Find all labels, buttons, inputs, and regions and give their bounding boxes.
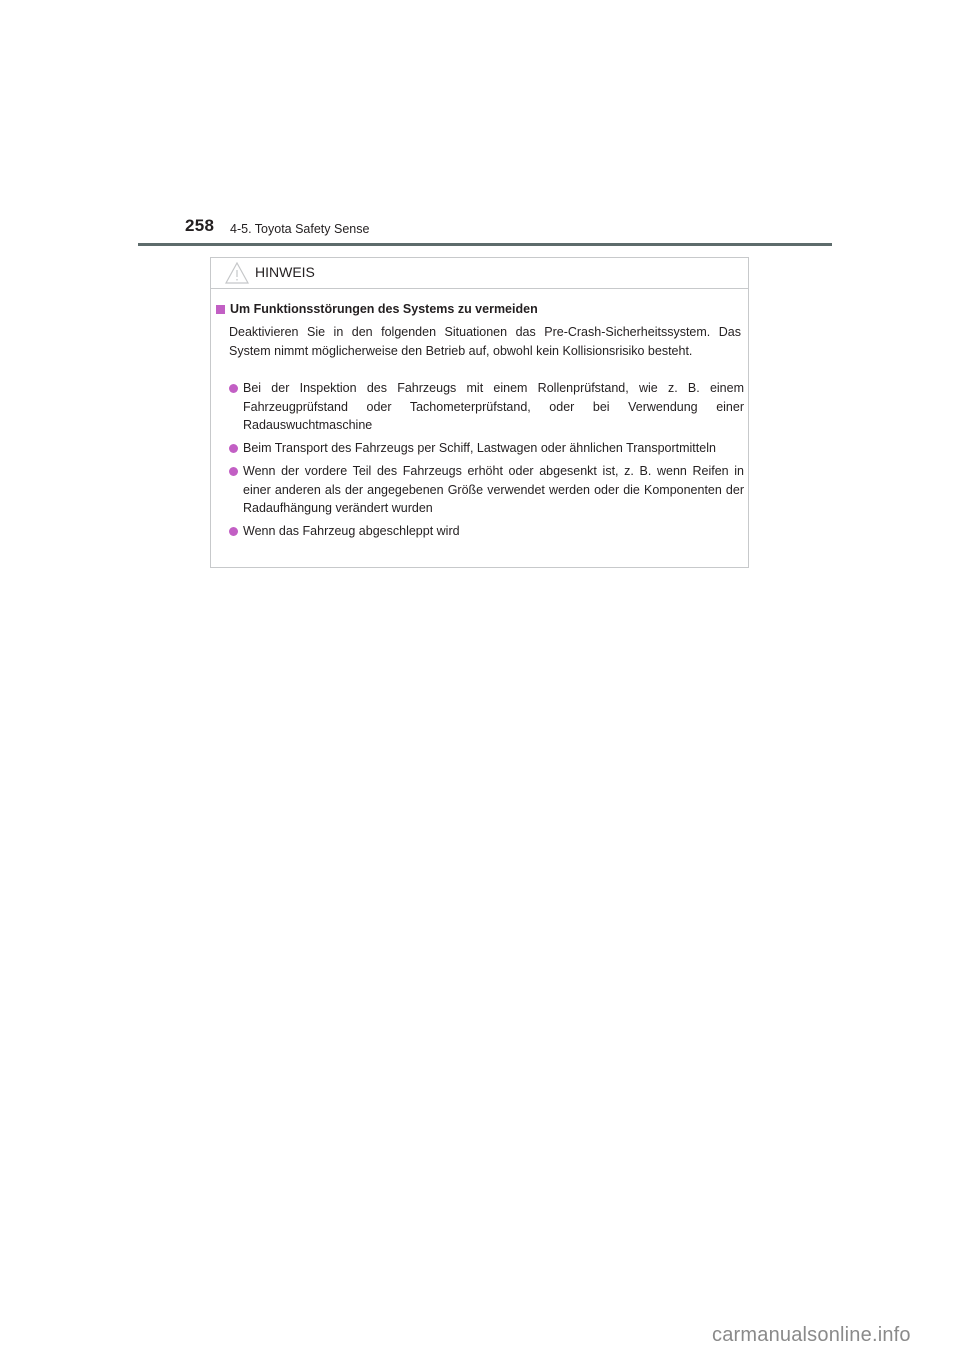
bullet-list <box>229 379 744 545</box>
warning-triangle-icon <box>225 262 249 284</box>
list-item <box>229 462 744 518</box>
square-bullet <box>216 305 225 314</box>
notice-heading-text: Um Funktionsstörungen des Systems zu vermeiden <box>230 302 538 316</box>
bullet-dot <box>229 527 238 536</box>
list-item-text: Bei der Inspektion des Fahrzeugs mit einem Rollenprüfstand, wie z. B. einem Fahrzeugprüfstand oder Tachometerprüfstand, oder bei Verwendung einer Radauswuchtmaschine <box>243 381 744 433</box>
list-item-text: Wenn der vordere Teil des Fahrzeugs erhöht oder abgesenkt ist, z. B. wenn Reifen in einer anderen als der angegebenen Größe verwendet werden oder die Komponenten der Radaufhängung verändert wurden <box>243 463 744 516</box>
bullet-dot <box>229 444 238 453</box>
header-rule <box>138 243 832 246</box>
bullet-dot <box>229 384 238 393</box>
notice-box <box>210 257 749 568</box>
notice-heading <box>216 302 538 316</box>
notice-header <box>211 258 748 289</box>
list-item-text: Beim Transport des Fahrzeugs per Schiff, Lastwagen oder ähnlichen Transportmitteln <box>243 441 716 456</box>
list-item <box>229 522 744 541</box>
list-item <box>229 439 744 458</box>
section-title: 4-5. Toyota Safety Sense <box>230 222 370 236</box>
page-number: 258 <box>185 216 215 235</box>
list-item-text: Wenn das Fahrzeug abgeschleppt wird <box>243 523 460 538</box>
notice-intro: Deaktivieren Sie in den folgenden Situationen das Pre-Crash-Sicherheitssystem. Das System nimmt möglicherweise den Betrieb auf, obwohl kein Kollisionsrisiko besteht. <box>229 325 741 358</box>
list-item <box>229 379 744 435</box>
watermark: carmanualsonline.info <box>712 1324 911 1346</box>
notice-title: HINWEIS <box>255 264 315 280</box>
bullet-dot <box>229 467 238 476</box>
